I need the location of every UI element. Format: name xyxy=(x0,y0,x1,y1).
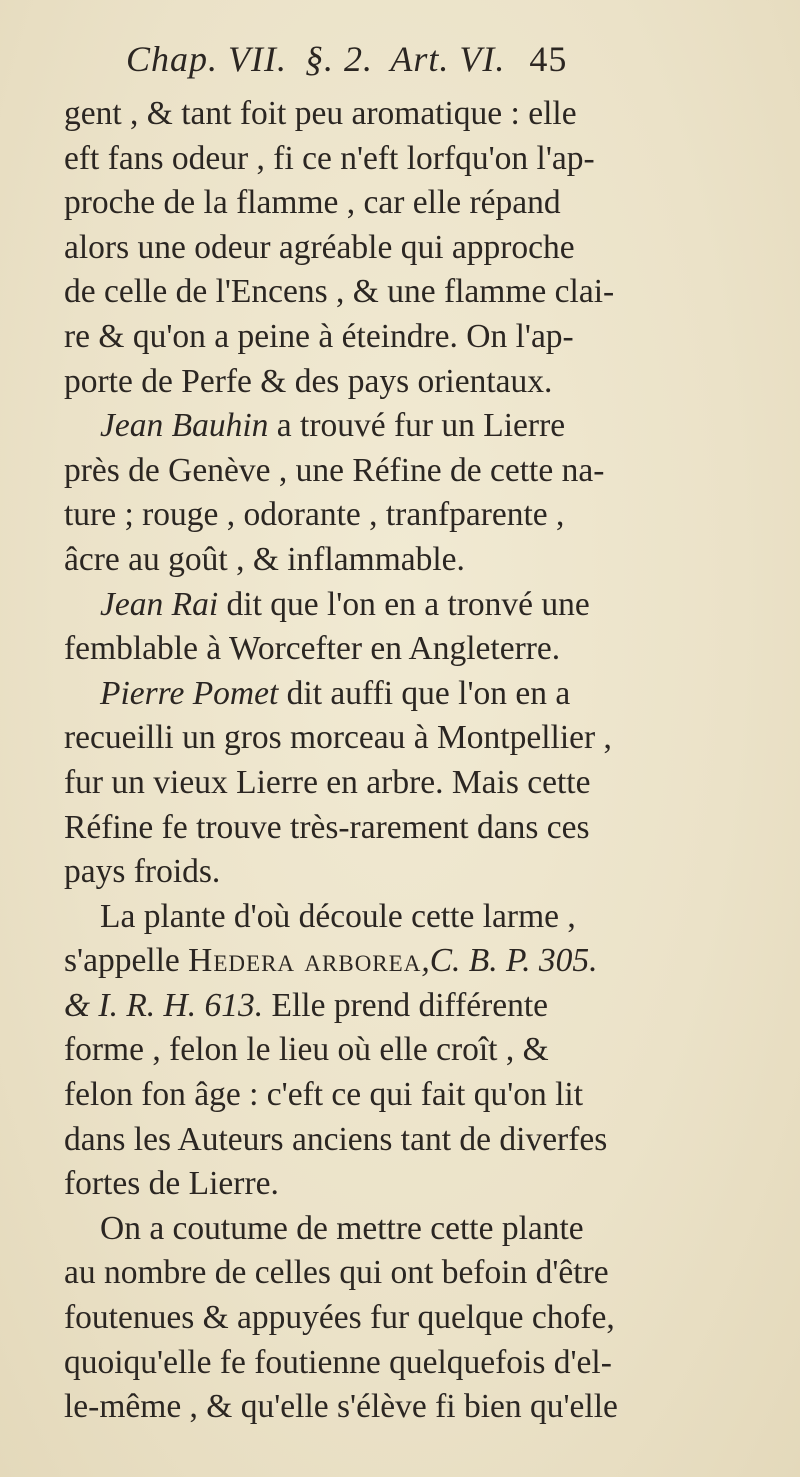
text-line: Pierre Pomet dit auffi que l'on en a xyxy=(100,674,571,712)
text-line: re & qu'on a peine à éteindre. On l'ap- xyxy=(64,317,574,355)
text-line: On a coutume de mettre cette plante xyxy=(100,1209,584,1247)
text-line: alors une odeur agréable qui approche xyxy=(64,228,575,266)
text-line: près de Genève , une Réfine de cette na- xyxy=(64,451,605,489)
text-line: pays froids. xyxy=(64,853,221,891)
text-line: recueilli un gros morceau à Montpellier , xyxy=(64,719,612,757)
text-line: eft fans odeur , fi ce n'eft lorfqu'on l'ap- xyxy=(64,139,595,177)
text-line: ture ; rouge , odorante , tranfparente , xyxy=(64,496,565,534)
author-name: Jean Bauhin xyxy=(100,407,269,445)
text-line: Jean Rai dit que l'on en a tronvé une xyxy=(100,585,590,623)
article-label: Art. VI. xyxy=(390,39,506,79)
text-line: Jean Bauhin a trouvé fur un Lierre xyxy=(100,407,566,445)
text-line: proche de la flamme , car elle répand xyxy=(64,184,561,222)
page-number: 45 xyxy=(529,39,568,79)
text-line: le-même , & qu'elle s'élève fi bien qu'elle xyxy=(64,1388,618,1426)
body-text xyxy=(64,92,776,1430)
text-line: quoiqu'elle fe foutienne quelquefois d'el- xyxy=(64,1343,612,1381)
text-line: forme , felon le lieu où elle croît , & xyxy=(64,1031,549,1069)
reference: ,C. B. P. 305. xyxy=(421,942,598,980)
text-line: foutenues & appuyées fur quelque chofe, xyxy=(64,1299,615,1337)
reference: & I. R. H. 613. xyxy=(64,986,264,1024)
section-label: §. 2. xyxy=(304,39,373,79)
text-line: porte de Perfe & des pays orientaux. xyxy=(64,362,553,400)
text-line: dans les Auteurs anciens tant de diverfes xyxy=(64,1120,608,1158)
running-header xyxy=(126,38,575,80)
text-line: La plante d'où découle cette larme , xyxy=(100,897,576,935)
author-name: Pierre Pomet xyxy=(100,674,279,712)
text-line: fortes de Lierre. xyxy=(64,1165,279,1203)
text-line: & I. R. H. 613. Elle prend différente xyxy=(64,986,549,1024)
plant-name: Hedera arborea xyxy=(188,942,422,980)
text-line: au nombre de celles qui ont befoin d'être xyxy=(64,1254,609,1292)
text-line: âcre au goût , & inflammable. xyxy=(64,540,465,578)
text-line: Réfine fe trouve très-rarement dans ces xyxy=(64,808,590,846)
text-line: de celle de l'Encens , & une flamme clai- xyxy=(64,273,615,311)
text-line: s'appelle Hedera arborea,C. B. P. 305. xyxy=(64,942,598,980)
author-name: Jean Rai xyxy=(100,585,219,623)
text-line: fur un vieux Lierre en arbre. Mais cette xyxy=(64,763,591,801)
text-line: felon fon âge : c'eft ce qui fait qu'on lit xyxy=(64,1076,584,1114)
chapter-label: Chap. VII. xyxy=(126,39,287,79)
text-line: femblable à Worcefter en Angleterre. xyxy=(64,630,561,668)
text-line: gent , & tant foit peu aromatique : elle xyxy=(64,95,577,132)
